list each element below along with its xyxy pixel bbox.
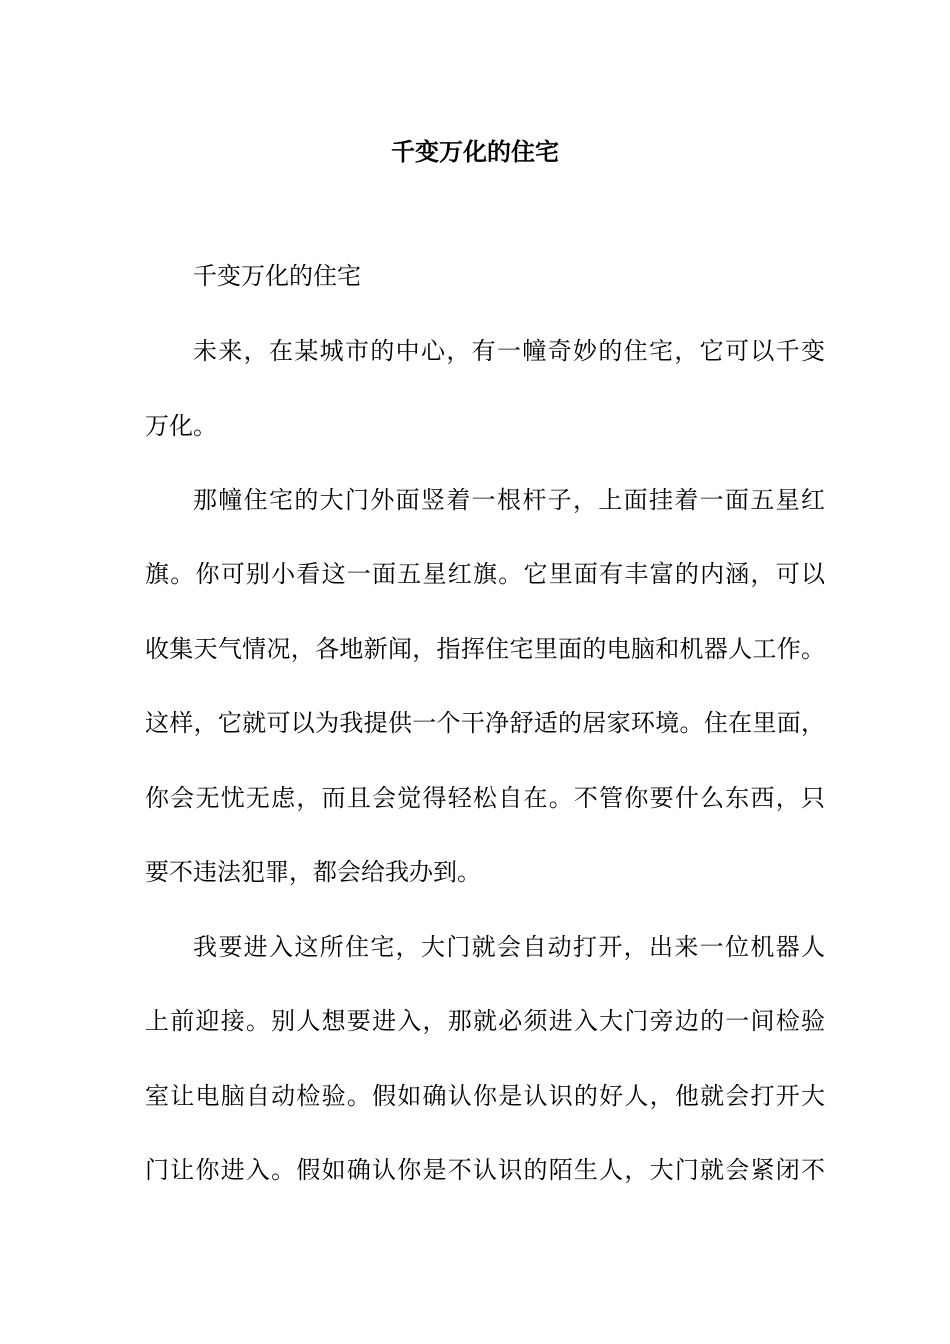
- paragraph-1-line-2: 万化。: [145, 412, 217, 440]
- paragraph-2-line-4: 这样，它就可以为我提供一个干净舒适的居家环境。住在里面，: [145, 709, 825, 737]
- paragraph-3-line-4: 门让你进入。假如确认你是不认识的陌生人，大门就会紧闭不: [145, 1156, 825, 1184]
- paragraph-2-line-3: 收集天气情况，各地新闻，指挥住宅里面的电脑和机器人工作。: [145, 635, 825, 663]
- paragraph-2-line-1: 那幢住宅的大门外面竖着一根杆子，上面挂着一面五星红: [193, 486, 825, 514]
- paragraph-3-line-1: 我要进入这所住宅，大门就会自动打开，出来一位机器人: [193, 933, 825, 961]
- document-title: 千变万化的住宅: [391, 137, 559, 166]
- paragraph-2-line-5: 你会无忧无虑，而且会觉得轻松自在。不管你要什么东西，只: [145, 784, 825, 812]
- paragraph-3-line-3: 室让电脑自动检验。假如确认你是认识的好人，他就会打开大: [145, 1082, 825, 1110]
- paragraph-2-line-2: 旗。你可别小看这一面五星红旗。它里面有丰富的内涵，可以: [145, 560, 825, 588]
- paragraph-1-line-1: 未来，在某城市的中心，有一幢奇妙的住宅，它可以千变: [193, 337, 825, 365]
- paragraph-2-line-6: 要不违法犯罪，都会给我办到。: [145, 858, 481, 886]
- section-heading: 千变万化的住宅: [193, 262, 361, 290]
- paragraph-3-line-2: 上前迎接。别人想要进入，那就必须进入大门旁边的一间检验: [145, 1007, 825, 1035]
